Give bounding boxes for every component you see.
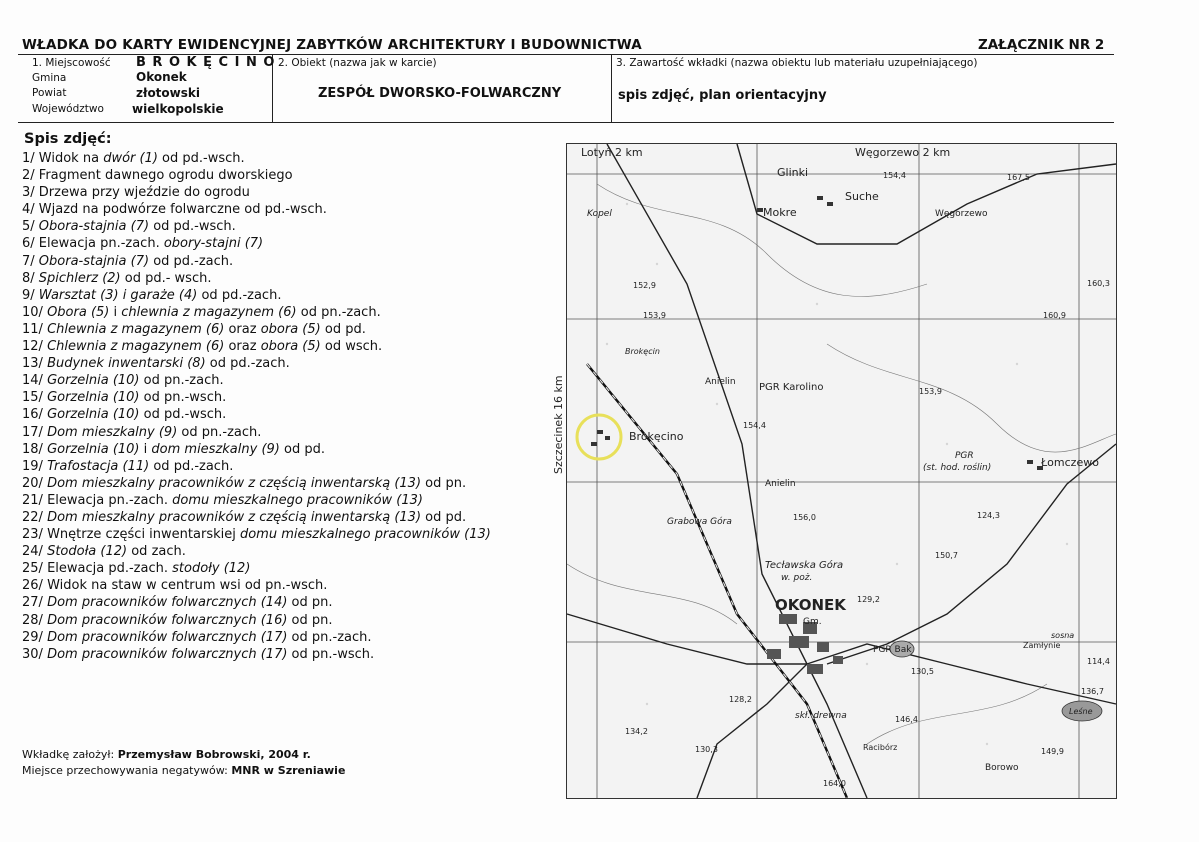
map-place-kopel: Kopel xyxy=(587,209,612,219)
photo-item-text: od zach. xyxy=(127,544,186,560)
photo-list-item xyxy=(22,509,491,526)
photo-item-object: obora (5) xyxy=(260,339,321,355)
footer-author xyxy=(22,748,311,761)
photo-item-object: dom mieszkalny (9) xyxy=(151,441,280,457)
card-title: WŁADKA DO KARTY EWIDENCYJNEJ ZABYTKÓW ARCHITEKTURY I BUDOWNICTWA xyxy=(22,37,642,53)
photo-item-text: 21/ xyxy=(22,492,48,508)
photo-item-object: dwór (1) xyxy=(103,151,158,166)
map-place-sosna: sosna xyxy=(1051,631,1075,640)
photo-item-text: oraz xyxy=(224,339,261,355)
map-height: 154,4 xyxy=(743,421,766,430)
photo-item-object: Trafostacja (11) xyxy=(47,458,150,474)
photo-item-object: Obora-stajnia (7) xyxy=(38,253,150,269)
photo-item-text: od pn. xyxy=(287,612,333,628)
orientation-map xyxy=(552,143,1117,799)
map-height: 154,4 xyxy=(883,171,906,180)
photo-item-text: 18/ xyxy=(22,441,48,457)
photo-item-text: 15/ xyxy=(22,390,48,406)
map-place-wegorzewo: Węgorzewo xyxy=(935,209,988,219)
photo-item-text: od pn.-zach. xyxy=(177,424,262,440)
photo-item-text: 2/ xyxy=(22,168,39,184)
photo-item-text: Elewacja pd.-zach. xyxy=(47,561,173,577)
photo-item-object: Dom pracowników folwarcznych (17) xyxy=(47,646,288,662)
photo-item-text: 24/ xyxy=(22,544,48,560)
map-place-lesne: Leśne xyxy=(1069,707,1093,716)
photo-item-text: od pn.-zach. xyxy=(139,373,224,389)
photo-item-text: i xyxy=(109,304,122,320)
photo-item-text: 6/ xyxy=(22,236,39,252)
map-height: 167,5 xyxy=(1007,173,1030,182)
photo-list-item xyxy=(22,372,491,389)
photo-item-text: od pd. xyxy=(421,509,467,525)
photo-item-object: Gorzelnia (10) xyxy=(47,441,140,457)
label-powiat: Powiat xyxy=(32,87,67,99)
map-place-anielin: Anielin xyxy=(705,377,736,387)
photo-item-text: od pd.-wsch. xyxy=(157,151,245,166)
photo-item-object: Obora-stajnia (7) xyxy=(38,219,150,235)
photo-item-object: Obora (5) xyxy=(47,304,110,320)
photo-item-text: 19/ xyxy=(22,458,48,474)
map-place-zamlynie: Zamłynie xyxy=(1023,641,1061,650)
map-height: 160,3 xyxy=(1087,279,1110,288)
photo-list-item xyxy=(22,218,491,235)
photo-item-text: 23/ xyxy=(22,527,48,543)
photo-item-text: od wsch. xyxy=(320,339,383,355)
photo-list-item xyxy=(22,338,491,355)
photo-item-object: Dom mieszkalny pracowników z częścią inwentarską (13) xyxy=(47,475,422,491)
photo-item-text: od pn.-zach. xyxy=(287,629,372,645)
photo-list-item xyxy=(22,270,491,287)
gmina-value: Okonek xyxy=(136,70,187,84)
contents-value: spis zdjęć, plan orientacyjny xyxy=(618,88,827,103)
photo-list-item xyxy=(22,526,491,543)
photo-item-object: Budynek inwentarski (8) xyxy=(47,356,206,372)
label-woj: Województwo xyxy=(32,103,104,115)
photo-list-item xyxy=(22,167,491,184)
photo-item-object: Dom pracowników folwarcznych (17) xyxy=(47,629,288,645)
object-value: ZESPÓŁ DWORSKO-FOLWARCZNY xyxy=(318,86,562,101)
map-height: 146,4 xyxy=(895,715,918,724)
place-value: B R O K Ę C I N O xyxy=(136,55,276,70)
photo-item-text: 28/ xyxy=(22,612,48,628)
map-place-pgr-bak: PGR Bak xyxy=(873,645,912,655)
photo-item-text: 11/ xyxy=(22,321,48,337)
photo-list-item xyxy=(22,594,491,611)
photo-item-object: obory-stajni (7) xyxy=(163,236,264,252)
label-contents: 3. Zawartość wkładki (nazwa obiektu lub materiału uzupełniającego) xyxy=(616,57,978,69)
map-height: 134,2 xyxy=(625,727,648,736)
map-place-brokecino: Brokęcino xyxy=(629,430,684,443)
storage-value: MNR w Szreniawie xyxy=(231,764,346,777)
photo-item-text: od pd. xyxy=(279,441,325,457)
photo-list-item xyxy=(22,184,491,201)
photo-list-item xyxy=(22,543,491,560)
photo-item-object: domu mieszkalnego pracowników (13) xyxy=(239,527,491,543)
photo-item-text: od pd.-zach. xyxy=(205,356,290,372)
photo-list-item xyxy=(22,355,491,372)
map-place-raciborz: Racibórz xyxy=(863,743,898,752)
map-place-anielin-2: Anielin xyxy=(765,479,796,489)
map-dir-top-left: Lotyń 2 km xyxy=(581,146,643,159)
photo-list-item xyxy=(22,304,491,321)
map-height: 149,9 xyxy=(1041,747,1064,756)
annex-label: ZAŁĄCZNIK NR 2 xyxy=(978,37,1105,53)
photo-item-text: od pn. xyxy=(421,475,467,491)
photo-item-object: Gorzelnia (10) xyxy=(47,407,140,423)
footer-storage xyxy=(22,764,345,777)
photo-item-text: Drzewa przy wjeździe do ogrodu xyxy=(38,185,250,201)
photo-item-text: 22/ xyxy=(22,509,48,525)
photo-list-item xyxy=(22,458,491,475)
photo-item-text: 26/ xyxy=(22,578,48,594)
photo-item-object: Gorzelnia (10) xyxy=(47,373,140,389)
photo-item-text: 20/ xyxy=(22,475,48,491)
map-place-st-hod: (st. hod. roślin) xyxy=(923,463,992,473)
photo-item-text: od pd.-wsch. xyxy=(149,219,236,235)
photo-item-text: od pd. xyxy=(320,321,366,337)
photo-list-item xyxy=(22,253,491,270)
photo-list-item xyxy=(22,475,491,492)
photo-list-item xyxy=(22,406,491,423)
photo-item-object: Chlewnia z magazynem (6) xyxy=(47,321,225,337)
author-value: Przemysław Bobrowski, 2004 r. xyxy=(117,748,311,761)
map-height: 156,0 xyxy=(793,513,816,522)
photo-item-text: 16/ xyxy=(22,407,48,423)
map-height: 152,9 xyxy=(633,281,656,290)
map-height: 130,5 xyxy=(911,667,934,676)
photo-list-item xyxy=(22,612,491,629)
photo-item-text: od pd.-wsch. xyxy=(139,407,227,423)
photo-item-text: oraz xyxy=(224,321,261,337)
photo-list-title: Spis zdjęć: xyxy=(24,131,112,147)
photo-item-object: Chlewnia z magazynem (6) xyxy=(47,339,225,355)
header-divider-2 xyxy=(611,54,612,122)
photo-item-object: Dom pracowników folwarcznych (14) xyxy=(47,595,288,611)
photo-list-item xyxy=(22,150,491,167)
map-height: 129,2 xyxy=(857,595,880,604)
photo-item-text: od pn. xyxy=(287,595,333,611)
map-svg xyxy=(552,144,1116,798)
woj-value: wielkopolskie xyxy=(132,102,224,116)
map-place-gm: Gm. xyxy=(803,617,822,627)
photo-item-text: 4/ xyxy=(22,202,39,218)
map-place-borowo: Borowo xyxy=(985,763,1019,773)
photo-item-object: Warsztat (3) i garaże (4) xyxy=(38,287,198,303)
map-place-suche: Suche xyxy=(845,190,879,203)
photo-item-text: od pd.- wsch. xyxy=(120,270,212,286)
photo-item-object: chlewnia z magazynem (6) xyxy=(121,304,297,320)
photo-item-text: Wnętrze części inwentarskiej xyxy=(47,527,240,543)
map-place-pgr-karolino: PGR Karolino xyxy=(759,382,824,393)
photo-list-item xyxy=(22,321,491,338)
photo-item-object: Stodoła (12) xyxy=(47,544,128,560)
photo-item-object: obora (5) xyxy=(260,321,321,337)
photo-item-object: Dom mieszkalny (9) xyxy=(47,424,178,440)
photo-item-text: od pn.-zach. xyxy=(296,304,381,320)
map-place-brokecin-old: Brokęcin xyxy=(625,347,660,356)
photo-item-text: 13/ xyxy=(22,356,48,372)
photo-item-text: i xyxy=(139,441,152,457)
photo-list-item xyxy=(22,492,491,509)
map-height: 130,3 xyxy=(695,745,718,754)
photo-list-item xyxy=(22,287,491,304)
photo-item-text: 8/ xyxy=(22,270,39,286)
author-label: Wkładkę założył: xyxy=(22,748,118,761)
photo-item-text: 30/ xyxy=(22,646,48,662)
photo-item-object: stodoły (12) xyxy=(172,561,251,577)
photo-item-text: 1/ xyxy=(22,151,39,166)
map-place-glinki: Glinki xyxy=(777,166,809,179)
photo-list-item xyxy=(22,577,491,594)
map-height: 150,7 xyxy=(935,551,958,560)
photo-item-text: Wjazd na podwórze folwarczne od pd.-wsch. xyxy=(38,202,327,218)
photo-item-text: Widok na xyxy=(38,151,104,166)
photo-list-item xyxy=(22,424,491,441)
map-height: 124,3 xyxy=(977,511,1000,520)
photo-item-object: Spichlerz (2) xyxy=(38,270,121,286)
powiat-value: złotowski xyxy=(136,86,200,100)
photo-item-object: domu mieszkalnego pracowników (13) xyxy=(172,492,423,508)
map-place-grabowa-gora: Grabowa Góra xyxy=(667,517,732,527)
photo-item-text: 14/ xyxy=(22,373,48,389)
map-place-okonek: OKONEK xyxy=(775,596,846,614)
label-gmina: Gmina xyxy=(32,72,67,84)
photo-item-text: 25/ xyxy=(22,561,48,577)
map-height: 153,9 xyxy=(643,311,666,320)
photo-item-text: 17/ xyxy=(22,424,48,440)
label-object: 2. Obiekt (nazwa jak w karcie) xyxy=(278,57,437,69)
photo-item-text: 27/ xyxy=(22,595,48,611)
storage-label: Miejsce przechowywania negatywów: xyxy=(22,764,232,777)
photo-item-text: Fragment dawnego ogrodu dworskiego xyxy=(38,168,293,184)
photo-item-text: 5/ xyxy=(22,219,39,235)
photo-item-text: od pd.-zach. xyxy=(149,458,234,474)
photo-item-text: od pn.-wsch. xyxy=(139,390,227,406)
photo-list-item xyxy=(22,646,491,663)
photo-item-object: Dom pracowników folwarcznych (16) xyxy=(47,612,288,628)
photo-item-text: od pd.-zach. xyxy=(197,287,282,303)
map-height: 136,7 xyxy=(1081,687,1104,696)
photo-list-item xyxy=(22,441,491,458)
map-place-pgr: PGR xyxy=(955,451,974,461)
header-bottom-rule xyxy=(18,122,1114,123)
photo-item-text: od pn.-wsch. xyxy=(287,646,375,662)
photo-item-object: Dom mieszkalny pracowników z częścią inwentarską (13) xyxy=(47,509,422,525)
map-place-skl-drewna: skł. drewna xyxy=(795,711,847,721)
photo-list-item xyxy=(22,560,491,577)
photo-item-text: 29/ xyxy=(22,629,48,645)
photo-item-object: Gorzelnia (10) xyxy=(47,390,140,406)
photo-list-item xyxy=(22,389,491,406)
map-dir-left: Szczecinek 16 km xyxy=(552,375,565,474)
photo-item-text: 7/ xyxy=(22,253,39,269)
map-dir-top-right: Węgorzewo 2 km xyxy=(855,146,951,159)
photo-list-item xyxy=(22,235,491,252)
photo-list-item xyxy=(22,629,491,646)
photo-item-text: 10/ xyxy=(22,304,48,320)
map-height: 164,0 xyxy=(823,779,846,788)
photo-item-text: 12/ xyxy=(22,339,48,355)
photo-list xyxy=(22,150,491,663)
photo-list-item xyxy=(22,201,491,218)
map-place-teclawska-gora: Tecławska Góra xyxy=(765,560,844,571)
map-place-mokre: Mokre xyxy=(763,206,797,219)
map-place-lomczewo: Łomczewo xyxy=(1041,456,1099,469)
photo-item-text: 9/ xyxy=(22,287,39,303)
photo-item-text: Elewacja pn.-zach. xyxy=(47,492,173,508)
map-height: 114,4 xyxy=(1087,657,1110,666)
map-height: 153,9 xyxy=(919,387,942,396)
map-height: 128,2 xyxy=(729,695,752,704)
photo-item-text: Widok na staw w centrum wsi od pn.-wsch. xyxy=(47,578,328,594)
map-height: 160,9 xyxy=(1043,311,1066,320)
photo-item-text: od pd.-zach. xyxy=(149,253,234,269)
map-place-w-poz: w. poż. xyxy=(781,573,813,583)
label-place: 1. Miejscowość xyxy=(32,57,111,69)
photo-item-text: 3/ xyxy=(22,185,39,201)
photo-item-text: Elewacja pn.-zach. xyxy=(38,236,164,252)
